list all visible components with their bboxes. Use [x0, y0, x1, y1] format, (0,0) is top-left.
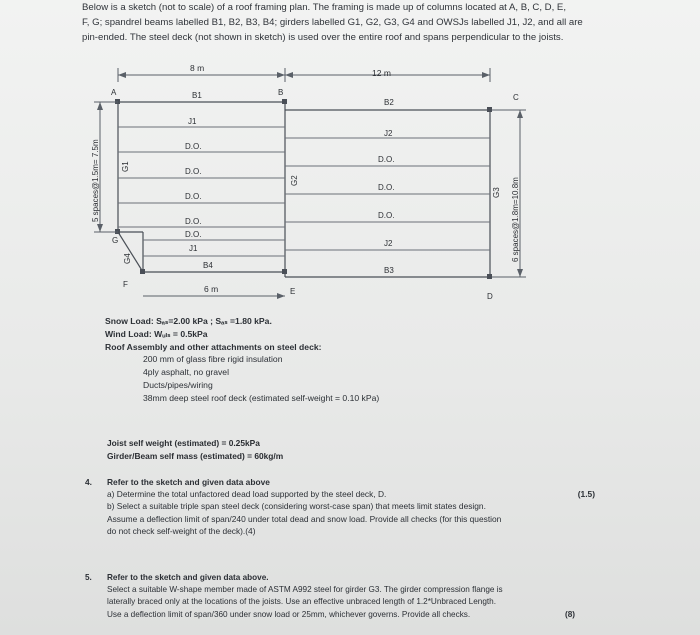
roof-item: 4ply asphalt, no gravel	[143, 367, 229, 378]
girder-G1: G1	[121, 161, 130, 172]
label-DO: D.O.	[185, 142, 202, 151]
label-DO: D.O.	[378, 211, 395, 220]
roof-assembly-heading: Roof Assembly and other attachments on steel deck:	[105, 341, 322, 352]
beam-B2: B2	[384, 98, 394, 107]
column-A: A	[111, 88, 117, 97]
frame-lines	[118, 102, 490, 277]
label-DO: D.O.	[378, 155, 395, 164]
label-DO: D.O.	[185, 217, 202, 226]
arrow-icon	[97, 102, 103, 110]
part-b-line-3: do not check self-weight of the deck).(4)	[107, 525, 256, 536]
arrow-icon	[97, 224, 103, 232]
top-dimension	[118, 68, 490, 82]
beam-B3: B3	[384, 266, 394, 275]
question-part-a	[107, 488, 645, 500]
dim-12m: 12 m	[372, 68, 391, 78]
q5-line-1: Select a suitable W-shape member made of ASTM A992 steel for girder G3. The girder compression flange is	[107, 585, 503, 595]
roof-item: Ducts/pipes/wiring	[143, 379, 213, 390]
column-G: G	[112, 236, 119, 245]
question-4	[85, 476, 645, 537]
label-J1-top: J1	[188, 117, 197, 126]
column-markers	[115, 99, 492, 279]
column-E: E	[290, 287, 296, 296]
part-a-marks: (1.5)	[577, 489, 595, 500]
loads-section	[105, 315, 379, 405]
girder-self-mass: Girder/Beam self mass (estimated) = 60kg/m	[107, 451, 284, 461]
column-B: B	[278, 88, 284, 97]
snow-load: Snow Load: Sₐₛ=2.00 kPa ; Sₐₛ =1.80 kPa.	[105, 316, 272, 326]
girder-G4: G4	[123, 253, 132, 264]
q5-line-3-text: Use a deflection limit of span/360 under snow load or 25mm, whichever governs. Provide all checks.	[107, 609, 471, 619]
q5-marks: (8)	[564, 609, 575, 619]
dim-left-vertical: 5 spaces@1.5m= 7.5m	[91, 139, 100, 222]
arrow-icon	[285, 72, 293, 78]
roof-item: 38mm deep steel roof deck (estimated self-weight = 0.10 kPa)	[143, 392, 380, 403]
label-DO: D.O.	[378, 183, 395, 192]
arrow-icon	[482, 72, 490, 78]
girder-G2: G2	[290, 175, 299, 186]
label-J1-bottom: J1	[189, 244, 198, 253]
q5-line-2: laterally braced only at the locations of the joists. Use an effective unbraced length of 1.2*Unbraced Length.	[107, 597, 496, 607]
label-J2-bottom: J2	[384, 239, 393, 248]
self-weight-section	[107, 437, 283, 463]
intro-line-1: Below is a sketch (not to scale) of a roof framing plan. The framing is made up of columns located at A, B, C, D, E,	[82, 2, 567, 13]
question-5	[85, 572, 645, 621]
arrow-icon	[517, 110, 523, 118]
question-number: 5.	[85, 573, 92, 582]
intro-line-2: F, G; spandrel beams labelled B1, B2, B3, B4; girders labelled G1, G2, G3, G4 and OWSJs labelled J1, J2, and all are	[82, 17, 583, 28]
intro-line-3: pin-ended. The steel deck (not shown in sketch) is used over the entire roof and spans perpendicular to the joists.	[82, 32, 564, 43]
girder-G3: G3	[492, 187, 501, 198]
beam-B4: B4	[203, 261, 213, 270]
question-title: Refer to the sketch and given data above.	[107, 573, 269, 582]
q5-line-3	[107, 609, 645, 621]
dim-6m: 6 m	[204, 284, 219, 294]
part-b-line-1: b) Select a suitable triple span steel deck (considering worst-case span) that meets limit states design.	[107, 501, 486, 512]
column-F: F	[123, 280, 128, 289]
part-a-text: a) Determine the total unfactored dead load supported by the steel deck, D.	[107, 489, 387, 500]
arrow-icon	[517, 269, 523, 277]
joist-self-weight: Joist self weight (estimated) = 0.25kPa	[107, 438, 260, 448]
dim-8m: 8 m	[190, 63, 205, 73]
label-DO: D.O.	[185, 167, 202, 176]
question-number: 4.	[85, 477, 92, 487]
column-C: C	[513, 93, 519, 102]
part-b-line-2: Assume a deflection limit of span/240 under total dead and snow load. Provide all checks (for this question	[107, 513, 502, 524]
label-DO: D.O.	[185, 192, 202, 201]
label-J2-top: J2	[384, 129, 393, 138]
arrow-icon	[118, 72, 126, 78]
roof-framing-sketch	[0, 0, 700, 310]
label-DO: D.O.	[185, 230, 202, 239]
column-D: D	[487, 292, 493, 301]
roof-item: 200 mm of glass fibre rigid insulation	[143, 354, 283, 365]
arrow-icon	[277, 72, 285, 78]
dim-right-vertical: 6 spaces@1.8m=10.8m	[511, 177, 520, 262]
wind-load: Wind Load: Wᵤₗₛ = 0.5kPa	[105, 328, 208, 339]
arrow-icon	[277, 293, 285, 299]
question-title: Refer to the sketch and given data above	[107, 477, 270, 487]
beam-B1: B1	[192, 91, 202, 100]
